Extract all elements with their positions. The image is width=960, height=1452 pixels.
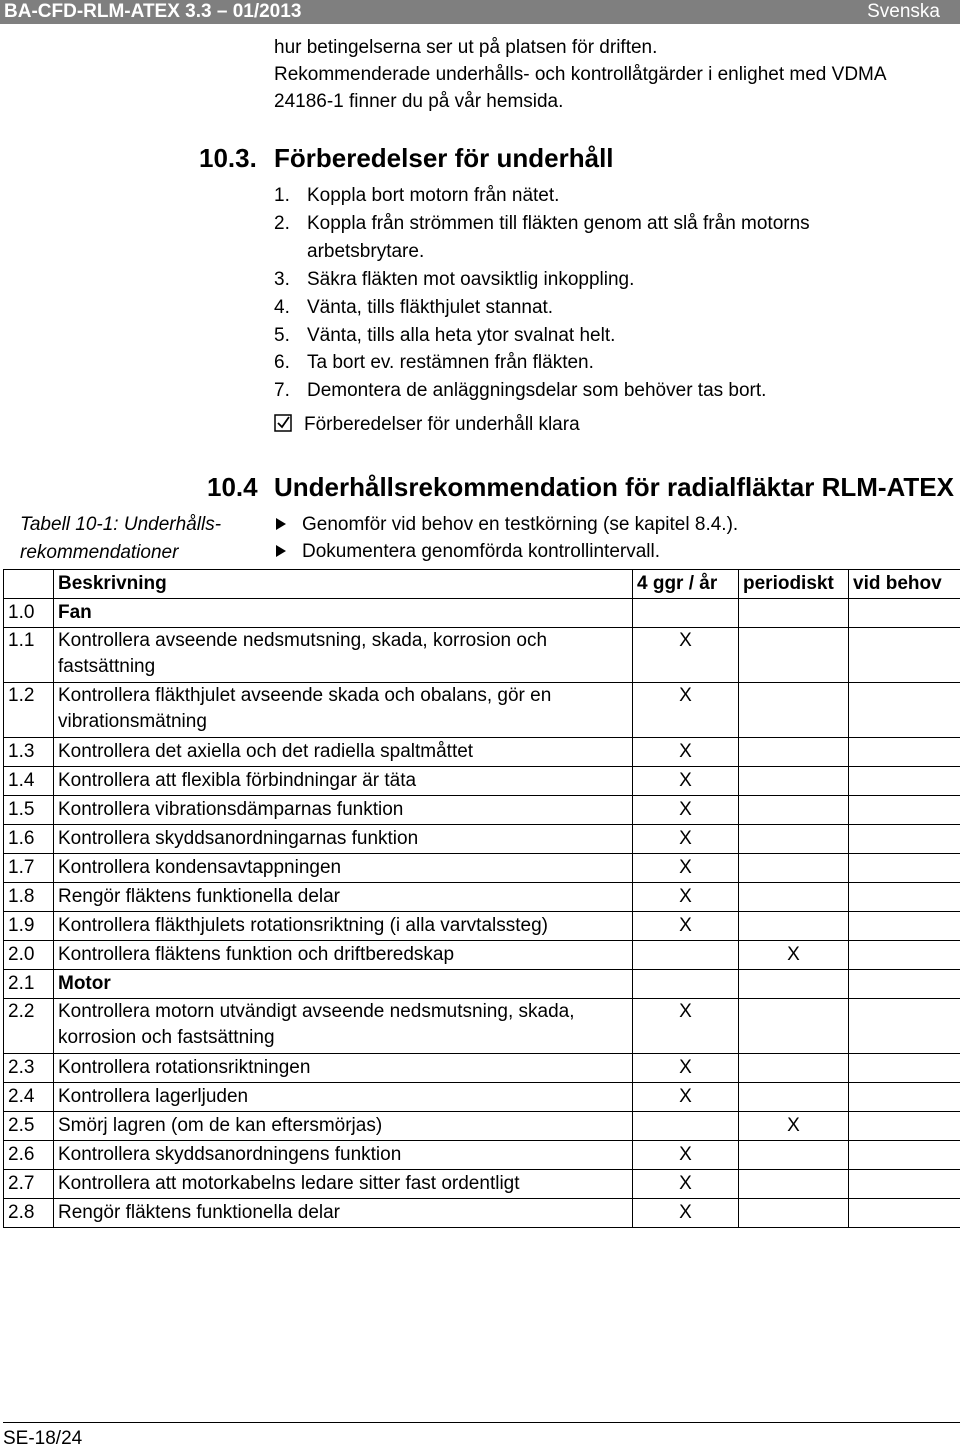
table-row bbox=[4, 912, 960, 941]
row-periodic bbox=[739, 912, 849, 941]
table-row bbox=[4, 999, 960, 1054]
table-row bbox=[4, 1083, 960, 1112]
row-description: Rengör fläktens funktionella delar bbox=[54, 883, 633, 912]
row-description: Kontrollera fläktens funktion och driftberedskap bbox=[54, 941, 633, 970]
row-id: 1.7 bbox=[4, 854, 54, 883]
row-4-per-year: X bbox=[633, 796, 739, 825]
table-caption-line-1: Tabell 10-1: Underhålls- bbox=[20, 514, 222, 535]
row-as-needed bbox=[849, 1170, 960, 1199]
triangle-bullet-icon bbox=[276, 545, 286, 557]
row-periodic bbox=[739, 599, 849, 628]
row-description: Kontrollera motorn utvändigt avseende nedsmutsning, skada, korrosion och fastsättning bbox=[54, 999, 633, 1054]
row-description: Kontrollera skyddsanordningarnas funktion bbox=[54, 825, 633, 854]
step-6 bbox=[274, 352, 594, 374]
row-4-per-year: X bbox=[633, 1083, 739, 1112]
preparation-done bbox=[274, 414, 580, 436]
step-2 bbox=[274, 213, 810, 235]
row-periodic bbox=[739, 683, 849, 738]
row-4-per-year: X bbox=[633, 825, 739, 854]
table-row bbox=[4, 883, 960, 912]
header-4-per-year: 4 ggr / år bbox=[633, 570, 739, 599]
maintenance-table bbox=[3, 569, 960, 1228]
table-category-row bbox=[4, 970, 960, 999]
row-4-per-year: X bbox=[633, 1054, 739, 1083]
row-description: Kontrollera att motorkabelns ledare sitter fast ordentligt bbox=[54, 1170, 633, 1199]
footer-divider bbox=[3, 1422, 960, 1423]
step-4 bbox=[274, 297, 553, 319]
row-periodic bbox=[739, 628, 849, 683]
row-4-per-year: X bbox=[633, 1170, 739, 1199]
row-4-per-year bbox=[633, 1112, 739, 1141]
row-4-per-year bbox=[633, 599, 739, 628]
row-as-needed bbox=[849, 854, 960, 883]
row-id: 2.5 bbox=[4, 1112, 54, 1141]
row-as-needed bbox=[849, 796, 960, 825]
row-id: 1.1 bbox=[4, 628, 54, 683]
table-row bbox=[4, 683, 960, 738]
step-2-cont bbox=[274, 241, 424, 263]
row-id: 1.0 bbox=[4, 599, 54, 628]
table-row bbox=[4, 628, 960, 683]
step-text: Koppla bort motorn från nätet. bbox=[307, 185, 560, 206]
row-id: 1.6 bbox=[4, 825, 54, 854]
row-as-needed bbox=[849, 1141, 960, 1170]
step-1 bbox=[274, 185, 559, 207]
row-as-needed bbox=[849, 1054, 960, 1083]
table-caption-line-2: rekommendationer bbox=[20, 542, 179, 563]
step-text: Koppla från strömmen till fläkten genom att slå från motorns bbox=[307, 213, 810, 234]
row-4-per-year: X bbox=[633, 767, 739, 796]
step-3 bbox=[274, 269, 634, 291]
step-text: Vänta, tills fläkthjulet stannat. bbox=[307, 297, 554, 318]
intro-line-3: 24186-1 finner du på vår hemsida. bbox=[274, 91, 564, 112]
row-as-needed bbox=[849, 912, 960, 941]
row-id: 1.4 bbox=[4, 767, 54, 796]
bullet-document bbox=[276, 541, 660, 563]
table-row bbox=[4, 1170, 960, 1199]
table-row bbox=[4, 1054, 960, 1083]
row-description: Kontrollera kondensavtappningen bbox=[54, 854, 633, 883]
table-header-row bbox=[4, 570, 960, 599]
bullet-test-run bbox=[276, 514, 738, 536]
table-row bbox=[4, 1199, 960, 1228]
row-as-needed bbox=[849, 970, 960, 999]
row-as-needed bbox=[849, 628, 960, 683]
section-10-4-number: 10.4 bbox=[207, 472, 258, 502]
table-row bbox=[4, 796, 960, 825]
row-description: Kontrollera att flexibla förbindningar är täta bbox=[54, 767, 633, 796]
row-as-needed bbox=[849, 1083, 960, 1112]
table-row bbox=[4, 1112, 960, 1141]
step-number: 6. bbox=[274, 352, 290, 373]
row-as-needed bbox=[849, 767, 960, 796]
row-periodic bbox=[739, 767, 849, 796]
row-id: 2.0 bbox=[4, 941, 54, 970]
row-periodic bbox=[739, 1083, 849, 1112]
row-periodic bbox=[739, 999, 849, 1054]
row-periodic bbox=[739, 825, 849, 854]
row-id: 1.8 bbox=[4, 883, 54, 912]
table-row bbox=[4, 1141, 960, 1170]
row-id: 2.7 bbox=[4, 1170, 54, 1199]
row-periodic bbox=[739, 883, 849, 912]
row-4-per-year: X bbox=[633, 1199, 739, 1228]
row-periodic: X bbox=[739, 1112, 849, 1141]
row-periodic bbox=[739, 1170, 849, 1199]
row-4-per-year bbox=[633, 970, 739, 999]
row-4-per-year bbox=[633, 941, 739, 970]
row-4-per-year: X bbox=[633, 883, 739, 912]
step-number: 2. bbox=[274, 213, 290, 234]
step-number: 5. bbox=[274, 325, 290, 346]
row-as-needed bbox=[849, 683, 960, 738]
row-id: 2.2 bbox=[4, 999, 54, 1054]
row-4-per-year: X bbox=[633, 628, 739, 683]
row-as-needed bbox=[849, 883, 960, 912]
row-description: Rengör fläktens funktionella delar bbox=[54, 1199, 633, 1228]
row-periodic bbox=[739, 1199, 849, 1228]
section-10-4-title: Underhållsrekommendation för radialfläktar RLM-ATEX bbox=[274, 472, 954, 502]
row-id: 1.5 bbox=[4, 796, 54, 825]
table-row bbox=[4, 738, 960, 767]
row-description: Kontrollera vibrationsdämparnas funktion bbox=[54, 796, 633, 825]
bullet-text: Dokumentera genomförda kontrollintervall. bbox=[302, 541, 661, 562]
table-row bbox=[4, 767, 960, 796]
row-4-per-year: X bbox=[633, 683, 739, 738]
step-text: Ta bort ev. restämnen från fläkten. bbox=[307, 352, 594, 373]
row-periodic bbox=[739, 970, 849, 999]
section-10-3-title: Förberedelser för underhåll bbox=[274, 143, 614, 173]
row-id: 1.2 bbox=[4, 683, 54, 738]
row-periodic bbox=[739, 1054, 849, 1083]
step-number: 1. bbox=[274, 185, 290, 206]
row-as-needed bbox=[849, 1112, 960, 1141]
table-row bbox=[4, 825, 960, 854]
row-id: 2.4 bbox=[4, 1083, 54, 1112]
row-as-needed bbox=[849, 999, 960, 1054]
row-periodic: X bbox=[739, 941, 849, 970]
row-periodic bbox=[739, 854, 849, 883]
checkbox-checked-icon bbox=[274, 414, 296, 436]
row-as-needed bbox=[849, 599, 960, 628]
row-as-needed bbox=[849, 1199, 960, 1228]
header-as-needed: vid behov bbox=[849, 570, 960, 599]
row-4-per-year: X bbox=[633, 912, 739, 941]
row-description: Smörj lagren (om de kan eftersmörjas) bbox=[54, 1112, 633, 1141]
intro-line-2: Rekommenderade underhålls- och kontrollåtgärder i enlighet med VDMA bbox=[274, 64, 887, 85]
step-5 bbox=[274, 325, 615, 347]
step-text: Vänta, tills alla heta ytor svalnat helt. bbox=[307, 325, 616, 346]
step-number: 3. bbox=[274, 269, 290, 290]
row-id: 1.3 bbox=[4, 738, 54, 767]
step-text: Demontera de anläggningsdelar som behöver tas bort. bbox=[307, 380, 767, 401]
section-10-3-number: 10.3. bbox=[199, 143, 257, 173]
triangle-bullet-icon bbox=[276, 518, 286, 530]
row-id: 2.8 bbox=[4, 1199, 54, 1228]
row-description: Kontrollera avseende nedsmutsning, skada, korrosion och fastsättning bbox=[54, 628, 633, 683]
row-as-needed bbox=[849, 825, 960, 854]
table-row bbox=[4, 854, 960, 883]
row-description: Kontrollera rotationsriktningen bbox=[54, 1054, 633, 1083]
row-4-per-year: X bbox=[633, 999, 739, 1054]
header-description: Beskrivning bbox=[54, 570, 633, 599]
row-as-needed bbox=[849, 738, 960, 767]
header-id bbox=[4, 570, 54, 599]
step-text: Säkra fläkten mot oavsiktlig inkoppling. bbox=[307, 269, 635, 290]
row-id: 2.6 bbox=[4, 1141, 54, 1170]
language-label: Svenska bbox=[867, 1, 940, 22]
row-periodic bbox=[739, 1141, 849, 1170]
row-id: 2.3 bbox=[4, 1054, 54, 1083]
row-description: Kontrollera fläkthjulets rotationsriktning (i alla varvtalssteg) bbox=[54, 912, 633, 941]
row-periodic bbox=[739, 796, 849, 825]
table-row bbox=[4, 941, 960, 970]
step-text: arbetsbrytare. bbox=[307, 241, 425, 262]
header-periodic: periodiskt bbox=[739, 570, 849, 599]
step-number: 7. bbox=[274, 380, 290, 401]
table-category-row bbox=[4, 599, 960, 628]
row-periodic bbox=[739, 738, 849, 767]
preparation-done-label: Förberedelser för underhåll klara bbox=[304, 414, 580, 435]
document-id: BA-CFD-RLM-ATEX 3.3 – 01/2013 bbox=[4, 1, 302, 22]
row-description: Kontrollera skyddsanordningens funktion bbox=[54, 1141, 633, 1170]
page-header bbox=[0, 0, 960, 24]
table-body bbox=[4, 599, 960, 1228]
intro-line-1: hur betingelserna ser ut på platsen för driften. bbox=[274, 37, 658, 58]
row-description: Kontrollera lagerljuden bbox=[54, 1083, 633, 1112]
step-7 bbox=[274, 380, 766, 402]
row-description: Kontrollera det axiella och det radiella spaltmåttet bbox=[54, 738, 633, 767]
step-number: 4. bbox=[274, 297, 290, 318]
row-id: 2.1 bbox=[4, 970, 54, 999]
bullet-text: Genomför vid behov en testkörning (se kapitel 8.4.). bbox=[302, 514, 739, 535]
row-4-per-year: X bbox=[633, 1141, 739, 1170]
row-4-per-year: X bbox=[633, 738, 739, 767]
row-id: 1.9 bbox=[4, 912, 54, 941]
row-description: Kontrollera fläkthjulet avseende skada och obalans, gör en vibrationsmätning bbox=[54, 683, 633, 738]
row-description: Motor bbox=[54, 970, 633, 999]
row-4-per-year: X bbox=[633, 854, 739, 883]
row-description: Fan bbox=[54, 599, 633, 628]
row-as-needed bbox=[849, 941, 960, 970]
page-number: SE-18/24 bbox=[3, 1428, 83, 1449]
